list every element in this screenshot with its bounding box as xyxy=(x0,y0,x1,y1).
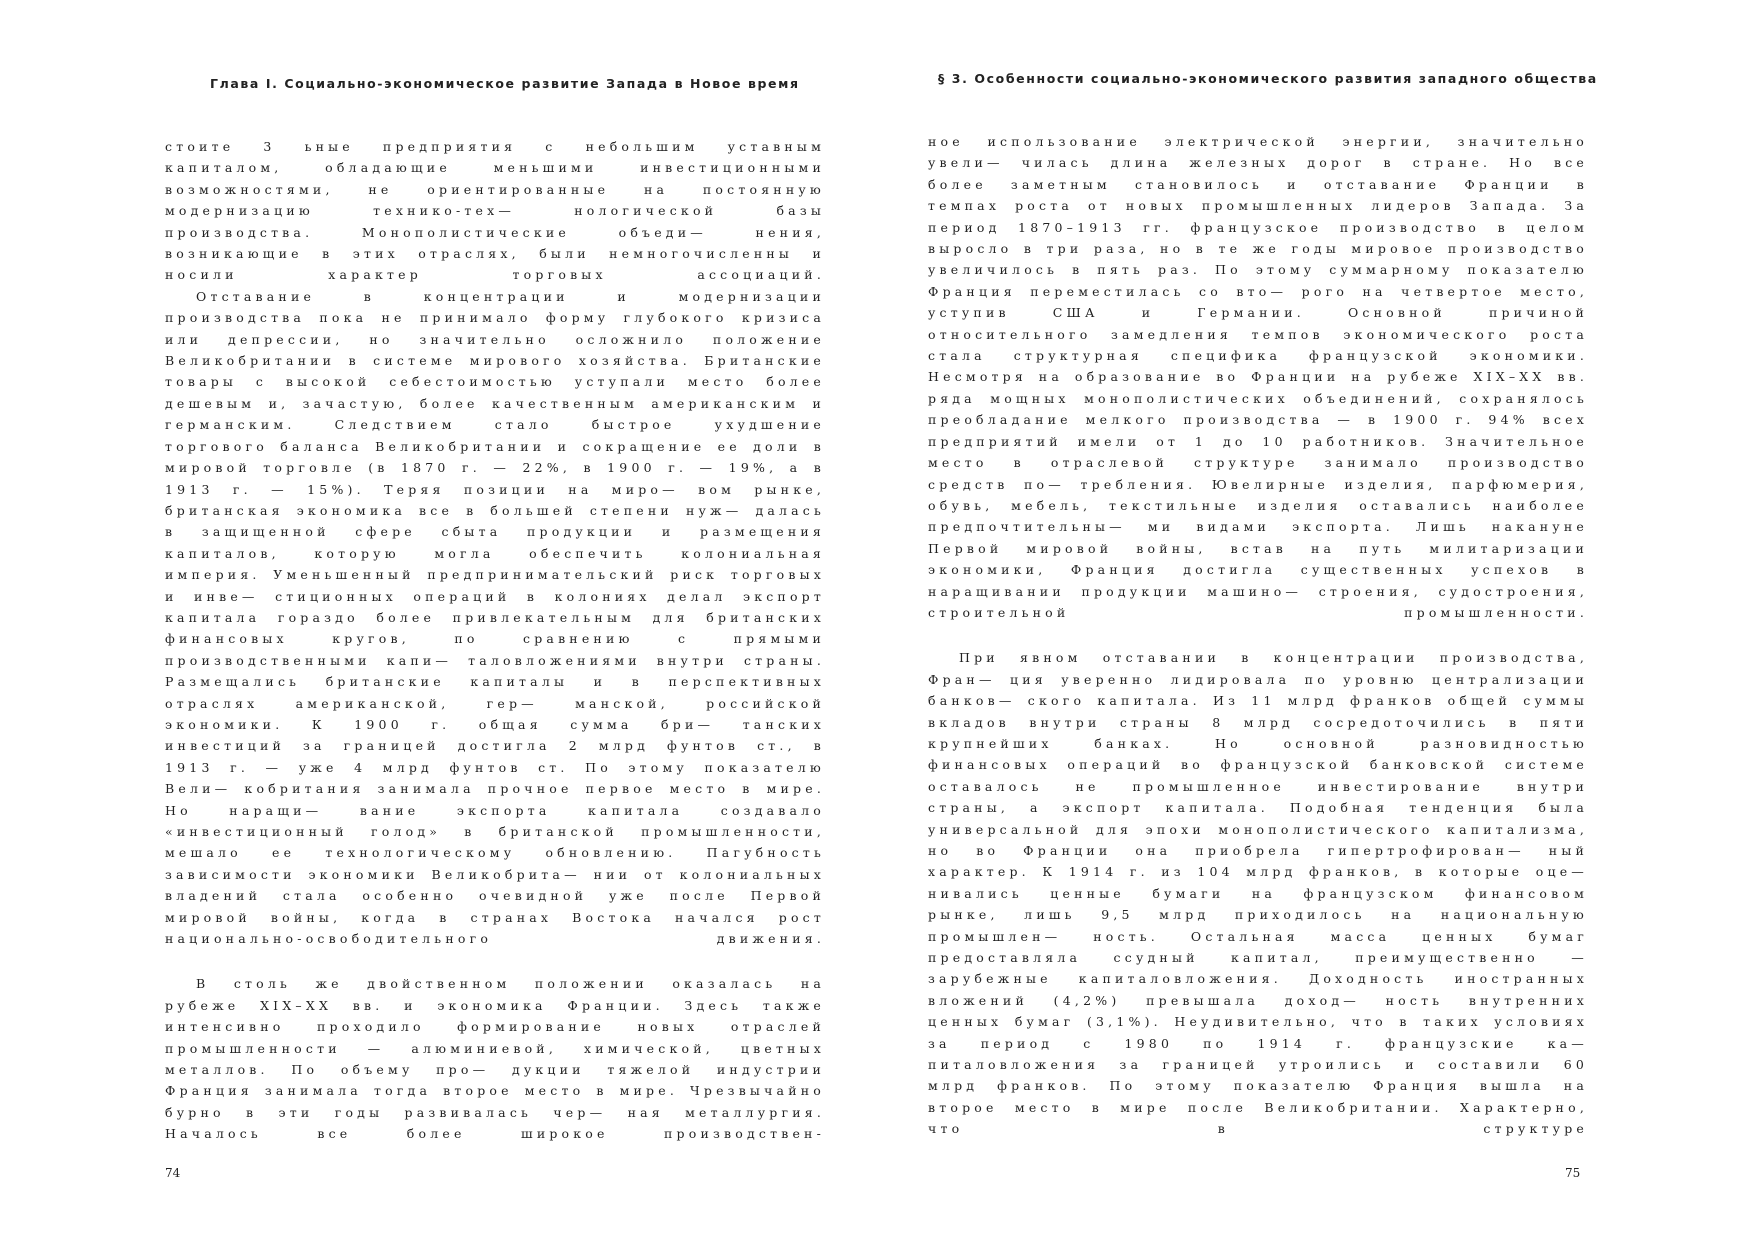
right-paragraph-1: ное использование электрической энергии, значительно увели— чилась длина железных дорог в стране. Но все более заметным становилось и отставание Франции в темпах роста от новых промышленных лидеров Запада. За период 1870–1913 гг. французское производство в целом выросло в три раза, но в те же годы мировое производство увеличилось в пять раз. По этому суммарному показателю Франция переместилась со вто— рого на четвертое место, уступив США и Германии. Основной причиной относительного замедления темпов экономического роста стала структурная специфика французской экономики. Несмотря на образование во Франции на рубеже XIX–XX вв. ряда мощных монополистических объединений, сохранялось преобладание мелкого производства — в 1900 г. 94% всех предприятий имели от 1 до 10 работников. Значительное место в отраслевой структуре занимало производство средств по— требления. Ювелирные изделия, парфюмерия, обувь, мебель, текстильные изделия оставались наиболее предпочтительны— ми видами экспорта. Лишь накануне Первой мировой войны, встав на путь милитаризации экономики, Франция достигла существенных успехов в наращивании продукции машино— строения, судостроения, строительной промышленности. xyxy=(928,134,1588,620)
right-running-head: § 3. Особенности социально-экономического развития западного общества xyxy=(938,71,1598,86)
right-text-body xyxy=(928,131,1588,1140)
right-paragraph-2: При явном отставании в концентрации производства, Фран— ция уверенно лидировала по уровню централизации банков— ского капитала. Из 11 млрд франков общей суммы вкладов внутри страны 8 млрд сосредоточились в пяти крупнейших банках. Но основной разновидностью финансовых операций во французской банковской системе оставалось не промышленное инвестирование внутри страны, а экспорт капитала. Подобная тенденция была универсальной для эпохи монополистического капитализма, но во Франции она приобрела гипертрофирован— ный характер. К 1914 г. из 104 млрд франков, в которые оце— нивались ценные бумаги на французском финансовом рынке, лишь 9,5 млрд приходилось на национальную промышлен— ность. Остальная масса ценных бумаг предоставляла ссудный капитал, преимущественно — зарубежные капиталовложения. Доходность иностранных вложений (4,2%) превышала доход— ность внутренних ценных бумаг (3,1%). Неудивительно, что в таких условиях за период с 1980 по 1914 г. французские ка— питаловложения за границей утроились и составили 60 млрд франков. По этому показателю Франция вышла на второе место в мире после Великобритании. Характерно, что в структуре xyxy=(928,650,1588,1137)
left-page-number: 74 xyxy=(165,1166,181,1180)
left-paragraph-2: Отставание в концентрации и модернизации производства пока не принимало форму глубокого кризиса или депрессии, но значительно осложнило положение Великобритании в системе мирового хозяйства. Британские товары с высокой себестоимостью уступали место более дешевым и, зачастую, более качественным американским и германским. Следствием стало быстрое ухудшение торгового баланса Великобритании и сокращение ее доли в мировой торговле (в 1870 г. — 22%, в 1900 г. — 19%, а в 1913 г. — 15%). Теряя позиции на миро— вом рынке, британская экономика все в большей степени нуж— далась в защищенной сфере сбыта продукции и размещения капиталов, которую могла обеспечить колониальная империя. Уменьшенный предпринимательский риск торговых и инве— стиционных операций в колониях делал экспорт капитала гораздо более привлекательным для британских финансовых кругов, по сравнению с прямыми производственными капи— таловложениями внутри страны. Размещались британские капиталы и в перспективных отраслях американской, гер— манской, российской экономики. К 1900 г. общая сумма бри— танских инвестиций за границей достигла 2 млрд фунтов ст., в 1913 г. — уже 4 млрд фунтов ст. По этому показателю Вели— кобритания занимала прочное первое место в мире. Но наращи— вание экспорта капитала создавало «инвестиционный голод» в британской промышленности, мешало ее технологическому обновлению. Пагубность зависимости экономики Великобрита— нии от колониальных владений стала особенно очевидной уже после Первой мировой войны, когда в странах Востока начался рост национально-освободительного движения. xyxy=(165,288,825,947)
left-text-body xyxy=(165,136,825,1145)
left-paragraph-1: стоите 3 ьные предприятия с небольшим уставным капиталом, обладающие меньшими инвестиционными возможностями, не ориентированные на постоянную модернизацию технико-тех— нологической базы производства. Монополистические объеди— нения, возникающие в этих отраслях, были немногочисленны и носили характер торговых ассоциаций. xyxy=(165,139,825,283)
left-paragraph-3: В столь же двойственном положении оказалась на рубеже XIX–XX вв. и экономика Франции. Здесь также интенсивно проходило формирование новых отраслей промышленности — алюминиевой, химической, цветных металлов. По объему про— дукции тяжелой индустрии Франция занимала тогда второе место в мире. Чрезвычайно бурно в эти годы развивалась чер— ная металлургия. Началось все более широкое производствен- xyxy=(165,976,825,1142)
left-running-head: Глава I. Социально-экономическое развитие Запада в Новое время xyxy=(210,76,800,91)
right-page-number: 75 xyxy=(1565,1166,1581,1180)
